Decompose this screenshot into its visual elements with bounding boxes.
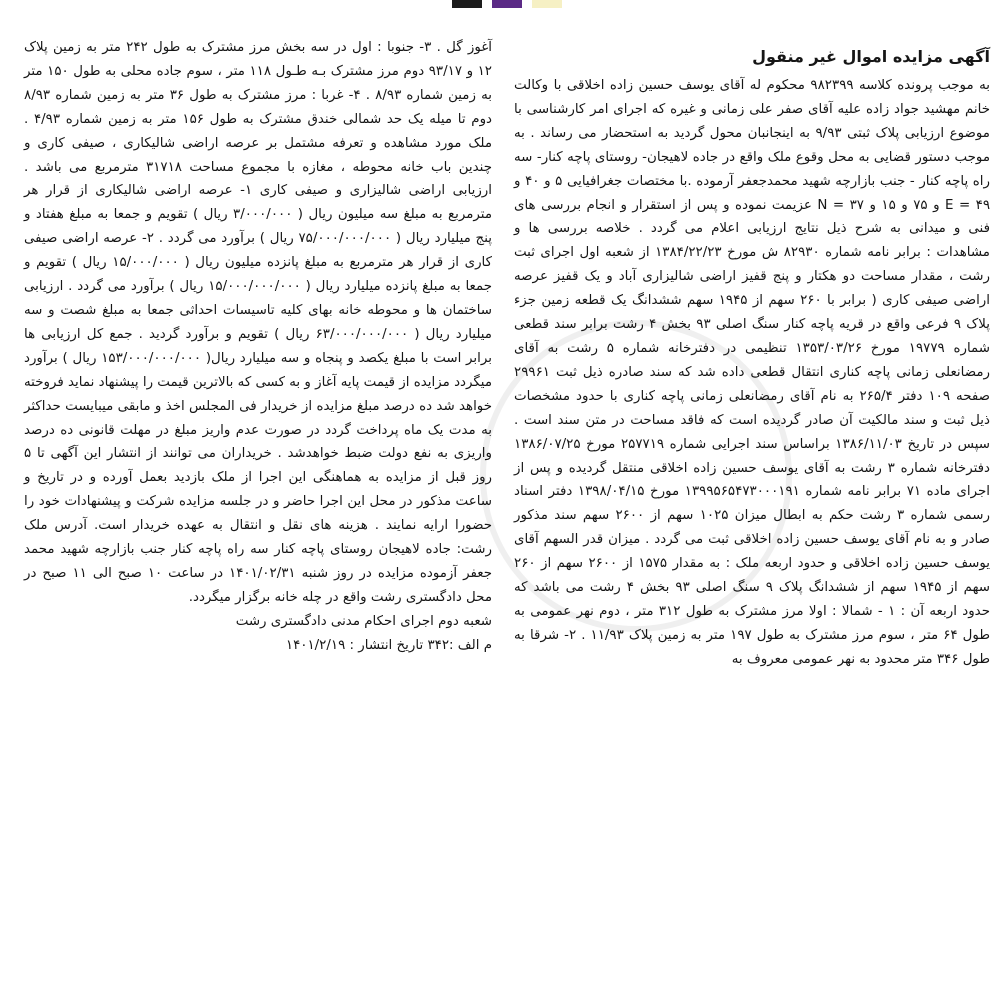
notice-right-column: [514, 44, 990, 984]
notice-body-right: به موجب پرونده کلاسه ۹۸۲۳۹۹ محکوم له آقای یوسف حسین زاده اخلاقی با وکالت خانم مهشید جواد زاده علیه آقای صفر علی زمانی و غیره که اجرای امر کارشناسی با موضوع ارزیابی پلاک ثبتی ۹/۹۳ به اینجانبان محول گردید به استحضار می رساند . به موجب دستور قضایی به محل وقوع ملک واقع در جاده لاهیجان- روستای پاچه کنار- سه راه پاچه کنار - جنب بازارچه شهید محمدجعفر آرموده .با مختصات جغرافیایی ۵ و ۴۰ و ۴۹ = E و ۷۵ و ۱۵ و ۳۷ = N عزیمت نموده و پس از استقرار و انجام بررسی های فنی و میدانی به شرح ذیل نتایج ارزیابی اعلام می گردد . خلاصه بررسی ها و مشاهدات : برابر نامه شماره ۸۲۹۳۰ ش مورخ ۱۳۸۴/۲۲/۲۳ از شعبه اول اجرای ثبت رشت ، مقدار مساحت دو هکتار و پنج قفیز اراضی شالیزاری آباد و یک قفیز عرصه اراضی صیفی کاری ( برابر با ۲۶۰ سهم از ۱۹۴۵ سهم ششدانگ یک قطعه زمین جزء پلاک ۹ فرعی واقع در قریه پاچه کنار سنگ اصلی ۹۳ بخش ۴ رشت برابر سند قطعی شماره ۱۹۷۷۹ مورخ ۱۳۵۳/۰۳/۲۶ تنظیمی در دفترخانه شماره ۵ رشت به آقای رمضانعلی زمانی پاچه کناری انتقال قطعی داده شد که سند صادره ذیل ثبت ۲۹۹۶۱ صفحه ۱۰۹ دفتر ۲۶۵/۴ به نام آقای رمضانعلی زمانی پاچه کناری با حدود مشخصات ذیل ثبت و سند مالکیت آن صادر گردیده است که فاقد مساحت در متن سند است . سپس در تاریخ ۱۳۸۶/۱۱/۰۳ براساس سند اجرایی شماره ۲۵۷۷۱۹ مورخ ۱۳۸۶/۰۷/۲۵ دفترخانه شماره ۳ رشت به آقای یوسف حسین زاده اخلاقی منتقل گردیده و پس از اجرای ماده ۷۱ برابر نامه شماره ۱۳۹۹۵۶۵۴۷۳۰۰۰۱۹۱ مورخ ۱۳۹۸/۰۴/۱۵ دفتر اسناد رسمی شماره ۳ رشت حکم به ابطال میزان ۱۰۲۵ سهم از ۲۶۰۰ سهم سند مذکور صادر و به نام آقای یوسف حسین زاده اخلاقی ثبت می گردد . میزان قدر السهم آقای یوسف حسین زاده اخلاقی و حدود اربعه ملک : به مقدار ۱۵۷۵ از ۲۶۰۰ سهم از ۲۶۰ سهم از ۱۹۴۵ سهم از ششدانگ پلاک ۹ سنگ اصلی ۹۳ بخش ۴ رشت می باشد که حدود اربعه آن : ۱ - شمالا : اولا مرز مشترک به طول ۳۱۲ متر ، دوم نهر عمومی به طول ۶۴ متر ، سوم مرز مشترک به طول ۱۹۷ متر به زمین پلاک ۱۱/۹۳ . ۲- شرقا به طول ۳۴۶ متر محدود به نهر عمومی معروف به: [514, 78, 991, 667]
publication-footer: م الف :۳۴۲ تاریخ انتشار : ۱۴۰۱/۲/۱۹: [285, 637, 492, 653]
cream-swatch: [532, 0, 562, 8]
purple-swatch: [492, 0, 522, 8]
notice-body-left: آغوز گل . ۳- جنوبا : اول در سه بخش مرز مشترک به طول ۲۴۲ متر به زمین پلاک ۱۲ و ۹۳/۱۷ دوم مرز مشترک بـه طـول ۱۱۸ متر ، سوم جاده محلی به طول ۱۵۰ متر به زمین شماره ۸/۹۳ . ۴- غربا : مرز مشترک به طول ۳۶ متر به زمین شماره ۸/۹۳ دوم تا میله یک حد شمالی خندق مشترک به طول ۱۵۶ متر به زمین شماره ۴/۹۳ . ملک مورد مشاهده و تعرفه مشتمل بر عرصه اراضی شالیکاری ، صیفی کاری و چندین باب خانه محوطه ، مغازه با مجموع مساحت ۳۱۷۱۸ مترمربع می باشد . ارزیابی اراضی شالیزاری و صیفی کاری ۱- عرصه اراضی شالیکاری از قرار هر مترمربع به مبلغ سه میلیون ریال ( ۳/۰۰۰/۰۰۰ ریال ) تقویم و جمعا به مبلغ هفتاد و پنج میلیارد ریال ( ۷۵/۰۰۰/۰۰۰/۰۰۰ ریال ) برآورد می گردد . ۲- عرصه اراضی صیفی کاری از قرار هر مترمربع به مبلغ پانزده میلیون ریال ( ۱۵/۰۰۰/۰۰۰ ریال ) تقویم و جمعا به مبلغ پانزده میلیارد ریال ( ۱۵/۰۰۰/۰۰۰/۰۰۰ ریال ) برآورد می گردد . ارزیابی ساختمان ها و محوطه خانه بهای کلیه تاسیسات احداثی جمعا به مبلغ شصت و سه میلیارد ریال ( ۶۳/۰۰۰/۰۰۰/۰۰۰ ریال ) تقویم و برآورد گردید . جمع کل ارزیابی ها برابر است با مبلغ یکصد و پنجاه و سه میلیارد ریال( ۱۵۳/۰۰۰/۰۰۰/۰۰۰ ریال ) برآورد میگردد مزایده از قیمت پایه آغاز و به کسی که بالاترین قیمت را پیشنهاد نماید فروخته خواهد شد ده درصد مبلغ مزایده از خریدار فی المجلس اخذ و مابقی میبایست حداکثر به مدت یک ماه پرداخت گردد در صورت عدم واریز مبلغ در مهلت قانونی ده درصد واریزی به نفع دولت ضبط خواهدشد . خریداران می توانند از انتشار این آگهی تا ۵ روز قبل از مزایده به هماهنگی این اجرا از ملک بازدید بعمل آورده و در تاریخ و ساعت مذکور در محل این اجرا حاضر و در جلسه مزایده شرکت و پیشنهادات خود را حضورا ارایه نمایند . هزینه های نقل و انتقال به عهده خریدار است. آدرس ملک رشت: جاده لاهیجان روستای پاچه کنار سه راه پاچه کنار جنب بازارچه شهید محمد جعفر آزموده مزایده در روز شنبه ۱۴۰۱/۰۲/۳۱ در ساعت ۱۰ صبح الی ۱۱ صبح در محل دادگستری رشت واقع در چله خانه برگزار میگردد.: [24, 40, 493, 605]
issuer-signature: شعبه دوم اجرای احکام مدنی دادگستری رشت: [235, 613, 492, 629]
notice-title: آگهی مزایده اموال غیر منقول: [752, 47, 990, 66]
color-swatch-strip: [452, 0, 562, 8]
notice-left-column: [24, 36, 492, 976]
black-swatch: [452, 0, 482, 8]
